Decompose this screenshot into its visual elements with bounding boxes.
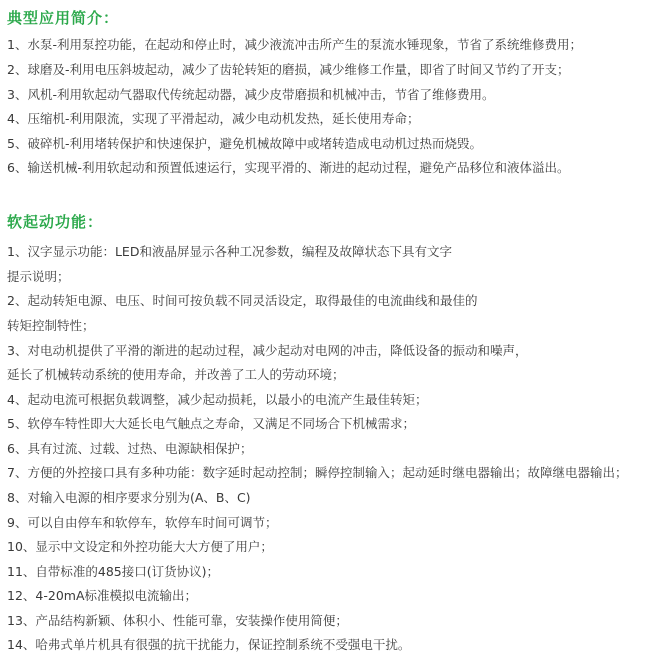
function-line: 11、自带标准的485接口(订货协议)； [7,564,220,579]
application-item: 1、水泵-利用泵控功能，在起动和停止时，减少液流冲击所产生的泵流水锤现象，节省了系统维修费用； [7,37,582,52]
function-line: 延长了机械转动系统的使用寿命，并改善了工人的劳动环境； [7,367,345,382]
function-line: 8、对输入电源的相序要求分别为(A、B、C) [7,490,251,505]
function-line: 6、具有过流、过载、过热、电源缺相保护； [7,441,253,456]
application-item: 5、破碎机-利用堵转保护和快速保护，避免机械故障中或堵转造成电动机过热而烧毁。 [7,136,482,151]
function-line: 4、起动电流可根据负载调整，减少起动损耗，以最小的电流产生最佳转矩； [7,392,428,407]
function-line: 5、软停车特性即大大延长电气触点之寿命，又满足不同场合下机械需求； [7,416,415,431]
function-line: 提示说明； [7,269,70,284]
function-line: 13、产品结构新颖、体积小、性能可靠，安装操作使用简便； [7,613,348,628]
function-line: 10、显示中文设定和外控功能大大方便了用户； [7,539,273,554]
application-item: 2、球磨及-利用电压斜坡起动，减少了齿轮转矩的磨损，减少维修工作量，即省了时间又节约了开支； [7,62,570,77]
function-line: 1、汉字显示功能：LED和液晶屏显示各种工况参数，编程及故障状态下具有文字 [7,244,452,259]
function-line: 9、可以自由停车和软停车，软停车时间可调节； [7,515,278,530]
section-title-applications: 典型应用简介： [7,9,120,27]
application-item: 6、输送机械-利用软起动和预置低速运行，实现平滑的、渐进的起动过程，避免产品移位和液体溢出。 [7,160,570,175]
section-title-functions: 软起动功能： [7,213,104,231]
application-item: 3、风机-利用软起动气器取代传统起动器，减少皮带磨损和机械冲击，节省了维修费用。 [7,87,495,102]
function-line: 12、4-20mA标准模拟电流输出； [7,588,198,603]
function-line: 7、方便的外控接口具有多种功能：数字延时起动控制；瞬停控制输入；起动延时继电器输出；故障继电器输出； [7,465,628,480]
application-item: 4、压缩机-利用限流，实现了平滑起动，减少电动机发热，延长使用寿命； [7,111,420,126]
function-line: 3、对电动机提供了平滑的渐进的起动过程，减少起动对电网的冲击，降低设备的振动和噪声， [7,343,528,358]
function-line: 2、起动转矩电源、电压、时间可按负载不同灵活设定，取得最佳的电流曲线和最佳的 [7,293,478,308]
function-line: 14、哈弗式单片机具有很强的抗干扰能力，保证控制系统不受强电干扰。 [7,637,411,652]
function-line: 转矩控制特性； [7,318,95,333]
